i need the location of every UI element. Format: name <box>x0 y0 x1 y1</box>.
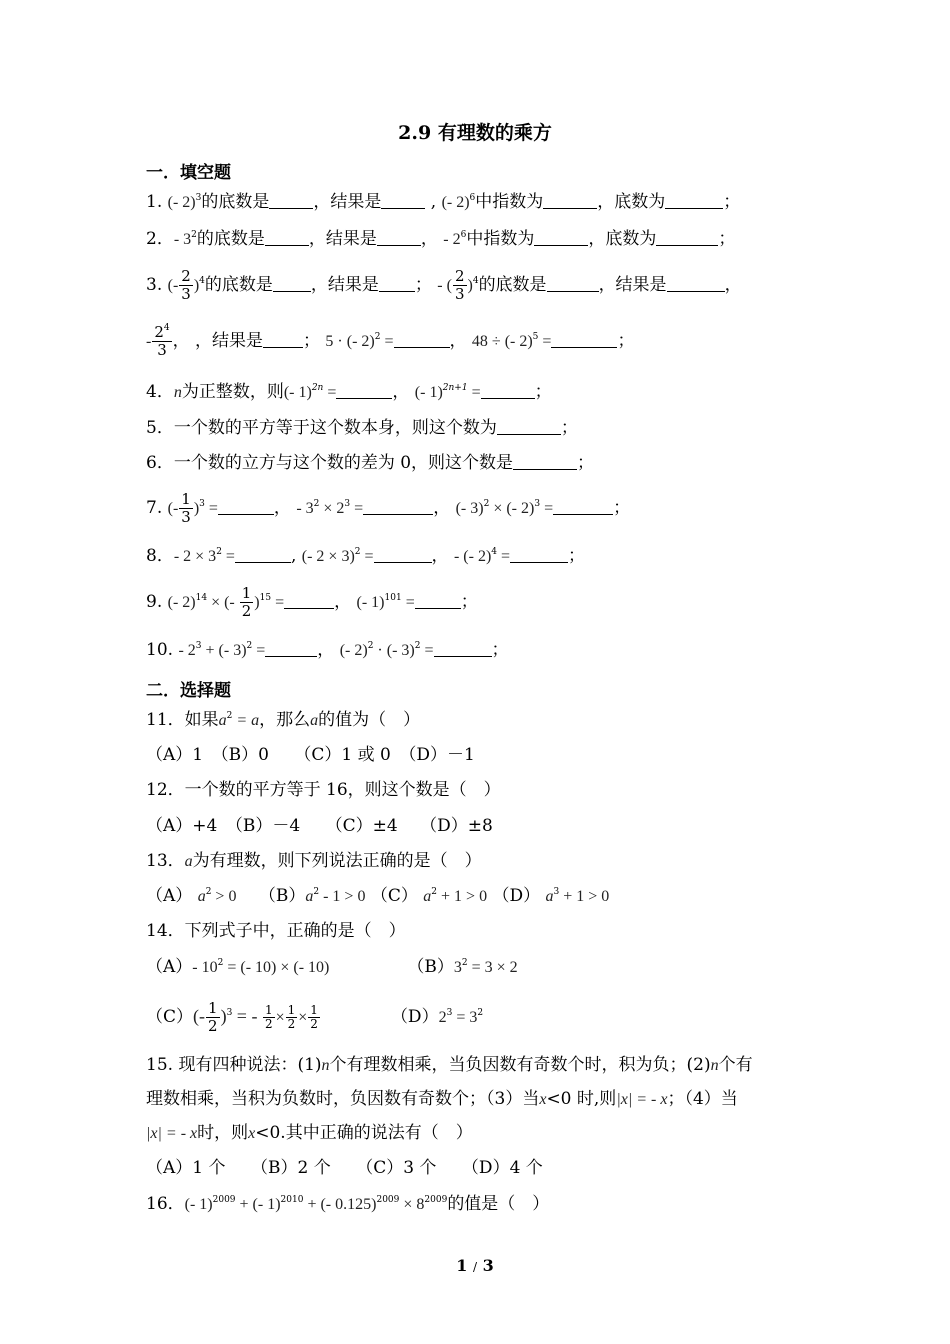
text-segment: 中指数为 <box>466 229 535 249</box>
exponent: 6 <box>460 230 467 240</box>
math-expression: · (- 3) <box>373 642 415 659</box>
math-expression: ) <box>254 594 260 611</box>
math-expression: = 3 × 2 <box>467 959 518 976</box>
fraction <box>240 585 254 620</box>
text-segment: 中指数为 <box>475 192 544 212</box>
math-expression: = <box>204 500 218 517</box>
exponent: 2009 <box>376 1195 400 1205</box>
exponent: 3 <box>195 193 202 203</box>
math-expression: × 8 <box>399 1196 425 1213</box>
math-expression: n <box>710 1057 719 1074</box>
math-expression: |x| <box>616 1091 633 1108</box>
fraction-denominator: 3 <box>157 341 167 359</box>
math-expression: = <box>271 594 285 611</box>
page-number <box>0 1256 950 1275</box>
options-14-cd <box>146 995 483 1039</box>
text-segment: （B） <box>407 957 454 977</box>
text-segment: 个有 <box>718 1055 753 1075</box>
exponent: 3 <box>553 887 560 897</box>
math-expression: × <box>298 1009 308 1026</box>
fraction-numerator: 1 <box>181 490 191 508</box>
math-expression: n <box>173 384 182 401</box>
fraction-denominator: 3 <box>181 285 191 303</box>
question-10: 10. - $2^3$ + (- 3)$^2$ = ， (- 2)$^2$ · (- 3)$^2$ = ； <box>146 640 509 660</box>
math-expression: (- 2) <box>339 642 368 659</box>
exponent: 2 <box>313 887 320 897</box>
text-segment: （C） <box>146 1007 194 1027</box>
math-expression: - 3 <box>296 500 314 517</box>
math-expression: - 10 <box>192 959 218 976</box>
math-expression: a <box>184 853 193 870</box>
exponent: 3 <box>446 1008 453 1018</box>
exponent: 3 <box>226 1008 233 1018</box>
text-segment: （D） <box>492 886 541 906</box>
fraction <box>179 491 193 526</box>
math-expression: ) <box>193 500 200 517</box>
math-expression: ) <box>467 277 473 294</box>
math-expression: - 2 × 3 <box>173 548 217 565</box>
options-15: （A）1 个 （B）2 个 （C）3 个 （D）4 个 <box>146 1158 543 1178</box>
question-9: 9. (- 2)$^{14}$ × (- $\frac{1}{2}$ )$^{15}$ = ， (- 1)$^{101}$ = ； <box>146 584 478 620</box>
text-segment: 15. 现有四种说法：(1) <box>146 1055 322 1075</box>
fraction-denominator: 2 <box>241 602 252 620</box>
text-segment: ； <box>414 275 432 295</box>
exponent: 3 <box>344 499 351 509</box>
answer-blank[interactable] <box>415 592 461 609</box>
math-expression: + 1 > 0 <box>559 888 610 905</box>
text-segment: 6．一个数的立方与这个数的差为 0，则这个数是 <box>146 453 514 473</box>
fraction-numerator: 2 <box>454 267 465 285</box>
math-expression: n <box>321 1057 330 1074</box>
text-segment: / <box>472 1260 478 1274</box>
text-segment: ； <box>723 192 741 212</box>
answer-blank[interactable] <box>336 382 392 399</box>
exponent: 2 <box>354 547 361 557</box>
math-expression: ) <box>220 1006 227 1026</box>
text-segment: <0 时,则 <box>546 1089 617 1109</box>
answer-blank[interactable] <box>434 640 492 657</box>
math-expression: a <box>423 888 432 905</box>
section-multiple-choice: 二．选择题 <box>146 681 231 701</box>
math-expression: (- 2) <box>167 594 196 611</box>
text-segment: ； <box>718 229 736 249</box>
text-segment: ，结果是 <box>308 229 377 249</box>
fraction <box>308 1004 320 1031</box>
math-expression: × (- 2) <box>489 500 535 517</box>
fraction-denominator: 2 <box>208 1017 218 1035</box>
math-expression: = (- 10) × (- 10) <box>223 959 330 976</box>
exponent: 4 <box>199 276 205 286</box>
question-15 <box>146 1054 753 1077</box>
text-segment: 5．一个数的平方等于这个数本身，则这个数为 <box>146 418 497 438</box>
text-segment: 的底数是 <box>201 192 270 212</box>
answer-blank[interactable] <box>665 192 723 209</box>
answer-blank[interactable] <box>656 229 718 246</box>
math-expression: 5 · (- 2) <box>325 333 375 350</box>
math-expression: (- <box>167 500 179 517</box>
math-expression: = - x <box>161 1125 198 1142</box>
exponent: 2 <box>226 711 233 721</box>
fraction-numerator: 1 <box>287 1003 296 1017</box>
answer-blank[interactable] <box>265 640 317 657</box>
math-expression: + (- 0.125) <box>303 1196 377 1213</box>
exponent: 2 <box>431 887 438 897</box>
fraction-numerator: 1 <box>264 1003 273 1017</box>
exponent: 2 <box>191 230 197 240</box>
answer-blank[interactable] <box>481 382 535 399</box>
text-segment: ，结果是 <box>598 275 667 295</box>
fraction <box>286 1004 298 1031</box>
question-5: 5．一个数的平方等于这个数本身，则这个数为 ； <box>146 418 578 438</box>
question-4: 4．n为正整数，则(- 1)$^{2n}$ = ， (- 1)$^{2n+1}$ = ； <box>146 382 552 402</box>
answer-blank[interactable] <box>218 498 274 515</box>
fraction-denominator: 2 <box>310 1017 318 1031</box>
answer-blank[interactable] <box>377 229 421 246</box>
fraction-denominator: 2 <box>287 1017 296 1031</box>
section-fill-blank: 一．填空题 <box>146 163 231 183</box>
math-expression: - (- 2) <box>453 548 492 565</box>
exponent: 14 <box>195 593 208 603</box>
exponent: 2 <box>367 641 374 651</box>
question-15-cont2 <box>146 1122 473 1145</box>
text-segment: 的值为（ ） <box>318 710 421 730</box>
answer-blank[interactable] <box>667 275 725 292</box>
text-segment: 个有理数相乘，当负因数有奇数个时，积为负；(2) <box>329 1055 711 1075</box>
answer-blank[interactable] <box>379 275 415 292</box>
exponent: 4 <box>472 276 479 286</box>
math-expression: + (- 1) <box>235 1196 281 1213</box>
math-expression: × (- <box>207 594 239 611</box>
math-expression: x <box>539 1091 547 1108</box>
question-8: 8．- $2 \times 3^2$ = , (- 2 × 3)$^2$ = ， - (- 2)$^4$ = ； <box>146 546 586 566</box>
answer-blank[interactable] <box>551 331 617 348</box>
fraction <box>263 1004 275 1031</box>
fraction <box>179 268 193 303</box>
math-expression: = <box>467 384 481 401</box>
math-expression: (- 3) <box>455 500 484 517</box>
math-expression: = - x <box>632 1091 668 1108</box>
question-16 <box>146 1193 549 1216</box>
question-11 <box>146 709 420 732</box>
math-expression: - 2 <box>443 231 461 248</box>
math-expression: = <box>540 500 554 517</box>
math-expression: - 1 > 0 <box>319 888 366 905</box>
text-segment: 的底数是 <box>478 275 547 295</box>
question-3-cont: - $\frac{2^4}{3}$ ， ，结果是 ； 5 · (- 2)$^2$ = ， 48 ÷ (- 2)$^5$ = ； <box>146 323 635 359</box>
options-12: （A）+4 （B）－4 （C）±4 （D）±8 <box>146 816 493 836</box>
text-segment: （A） <box>146 886 193 906</box>
exponent: 3 <box>199 499 205 509</box>
text-segment: ，结果是 <box>195 331 264 351</box>
question-3: 3. (- $\frac{2}{3}$ )$^4$的底数是 ，结果是 ； - ( $\frac{2}{3}$ )$^4$的底数是 ，结果是 ， <box>146 267 742 303</box>
answer-blank[interactable] <box>284 592 334 609</box>
math-expression: × 2 <box>319 500 345 517</box>
exponent: 5 <box>532 332 539 342</box>
answer-blank[interactable] <box>534 229 588 246</box>
question-6: 6．一个数的立方与这个数的差为 0，则这个数是 ； <box>146 453 595 473</box>
exponent: 2 <box>216 547 222 557</box>
page-title: 2.9 有理数的乘方 <box>398 122 552 144</box>
exponent: 2 <box>477 1008 484 1018</box>
math-expression: = a <box>232 712 260 729</box>
math-expression: - ( <box>437 277 452 294</box>
text-segment: （A） <box>146 957 193 977</box>
math-expression: (- <box>167 277 179 294</box>
math-expression: a <box>218 712 227 729</box>
answer-blank[interactable] <box>394 331 450 348</box>
fraction-numerator: 1 <box>310 1003 318 1017</box>
text-segment: 1 <box>456 1256 468 1275</box>
math-expression: 48 ÷ (- 2) <box>471 333 533 350</box>
fraction-numerator: 1 <box>241 584 252 602</box>
math-expression: - <box>146 333 152 350</box>
exponent: 2 <box>217 958 224 968</box>
exponent: 6 <box>469 193 476 203</box>
math-expression: 2 <box>438 1009 447 1026</box>
math-expression: (- 1) <box>184 1196 213 1213</box>
text-segment: （B） <box>258 886 306 906</box>
question-12: 12．一个数的平方等于 16，则这个数是（ ） <box>146 780 501 800</box>
math-expression: = <box>323 384 337 401</box>
text-segment: ，那么 <box>259 710 311 730</box>
math-expression: = <box>360 548 374 565</box>
math-expression: a <box>197 888 206 905</box>
fraction-denominator: 3 <box>181 508 191 526</box>
exponent: 2009 <box>212 1195 236 1205</box>
fraction <box>152 324 171 359</box>
text-segment: ，结果是 <box>310 275 379 295</box>
math-expression: + 1 > 0 <box>437 888 488 905</box>
math-expression: = <box>497 548 511 565</box>
math-expression: = <box>350 500 364 517</box>
math-expression: 3 <box>453 959 462 976</box>
fraction-denominator: 2 <box>264 1017 273 1031</box>
text-segment: 3 <box>482 1256 494 1275</box>
text-segment: ，结果是 <box>313 192 382 212</box>
text-segment: 2 <box>154 323 164 341</box>
text-segment: （D） <box>390 1007 439 1027</box>
math-expression: - 2 <box>178 642 196 659</box>
math-expression: (- 2 × 3) <box>301 548 355 565</box>
math-expression: (- 2) <box>167 194 196 211</box>
answer-blank[interactable] <box>374 546 432 563</box>
math-expression: > 0 <box>211 888 237 905</box>
question-2: 2．- $3^2$的底数是 ，结果是 ， - $2^6$中指数为 ，底数为 ； <box>146 229 736 249</box>
fraction-numerator: 2 <box>181 267 191 285</box>
text-segment: <0.其中正确的说法有（ ） <box>255 1123 473 1143</box>
answer-blank[interactable] <box>381 192 425 209</box>
exponent: 2 <box>313 499 320 509</box>
math-expression: - 3 <box>173 231 192 248</box>
fraction-denominator: 3 <box>454 285 465 303</box>
text-segment: 11．如果 <box>146 710 219 730</box>
answer-blank[interactable] <box>273 275 311 292</box>
text-segment: 理数相乘，当积为负数时，负因数有奇数个；（3）当 <box>146 1089 540 1109</box>
exponent: 2 <box>483 499 490 509</box>
answer-blank[interactable] <box>543 192 597 209</box>
fraction <box>206 1000 220 1035</box>
exponent: 4 <box>491 547 497 557</box>
math-expression: a <box>545 888 554 905</box>
exponent: 3 <box>195 641 202 651</box>
text-segment: 的底数是 <box>196 229 265 249</box>
math-expression: a <box>310 712 319 729</box>
answer-blank[interactable] <box>263 331 303 348</box>
exponent: 2009 <box>424 1195 448 1205</box>
fraction-numerator <box>152 324 171 342</box>
answer-blank[interactable] <box>553 498 613 515</box>
math-expression: + (- 3) <box>201 642 247 659</box>
math-expression: = <box>420 642 434 659</box>
options-11: （A）1 （B）0 （C）1 或 0 （D）－1 <box>146 745 475 765</box>
answer-blank[interactable] <box>497 418 561 435</box>
fraction <box>453 268 467 303</box>
question-7: 7. (- $\frac{1}{3}$ )$^3$ = ， - $3^2 \times 2^3$ = ， (- 3)$^2$ × (- 2)$^3$ = ； <box>146 490 631 526</box>
exponent: 15 <box>259 593 272 603</box>
exponent: 2n <box>311 383 324 393</box>
answer-blank[interactable] <box>513 453 577 470</box>
exponent: 2 <box>461 958 468 968</box>
math-expression: = - <box>232 1006 262 1026</box>
math-expression: |x| <box>146 1125 162 1142</box>
exponent: 3 <box>534 499 541 509</box>
text-segment: 时，则 <box>197 1123 249 1143</box>
answer-blank[interactable] <box>235 546 291 563</box>
exponent: 2 <box>414 641 421 651</box>
question-14: 14．下列式子中，正确的是（ ） <box>146 921 406 941</box>
question-15-cont <box>146 1088 738 1111</box>
text-segment: ，底数为 <box>597 192 666 212</box>
exponent: 2010 <box>280 1195 304 1205</box>
math-expression: = <box>538 333 552 350</box>
math-expression: = <box>221 548 235 565</box>
fraction-numerator: 1 <box>208 999 218 1017</box>
text-segment: ，底数为 <box>588 229 657 249</box>
text-segment: 为有理数，则下列说法正确的是（ ） <box>192 851 482 871</box>
options-13 <box>146 885 609 908</box>
text-segment: 的值是（ ） <box>447 1194 550 1214</box>
math-expression: = <box>252 642 266 659</box>
math-expression: = <box>401 594 415 611</box>
math-expression: (- 1) <box>414 384 443 401</box>
text-segment: 的底数是 <box>204 275 273 295</box>
math-expression: (- 2) <box>441 194 470 211</box>
question-1: 1. (- 2)$^3$的底数是 ，结果是 , (- 2)$^6$中指数为 ，底数为 ； <box>146 192 741 212</box>
math-expression: a <box>305 888 314 905</box>
math-expression: (- 1) <box>283 384 312 401</box>
math-expression: = 3 <box>452 1009 478 1026</box>
text-segment: 13． <box>146 851 185 871</box>
exponent: 2 <box>374 332 381 342</box>
text-segment: 16． <box>146 1194 185 1214</box>
answer-blank[interactable] <box>510 546 568 563</box>
answer-blank[interactable] <box>363 498 433 515</box>
options-14-ab <box>146 956 518 979</box>
exponent: 2 <box>205 887 212 897</box>
math-expression: × <box>275 1009 285 1026</box>
text-segment: ；（4）当 <box>667 1089 738 1109</box>
answer-blank[interactable] <box>269 192 313 209</box>
math-expression: ) <box>193 277 200 294</box>
answer-blank[interactable] <box>547 275 599 292</box>
question-13 <box>146 850 482 873</box>
math-expression: = <box>380 333 394 350</box>
exponent: 4 <box>163 323 170 333</box>
math-expression: x <box>248 1125 256 1142</box>
math-expression: (- <box>193 1006 206 1026</box>
exponent: 101 <box>384 593 402 603</box>
answer-blank[interactable] <box>265 229 309 246</box>
exponent: 2n+1 <box>442 383 468 393</box>
text-segment: 为正整数，则 <box>181 382 284 402</box>
exponent: 2 <box>246 641 253 651</box>
text-segment: （C） <box>370 886 418 906</box>
math-expression: (- 1) <box>356 594 385 611</box>
